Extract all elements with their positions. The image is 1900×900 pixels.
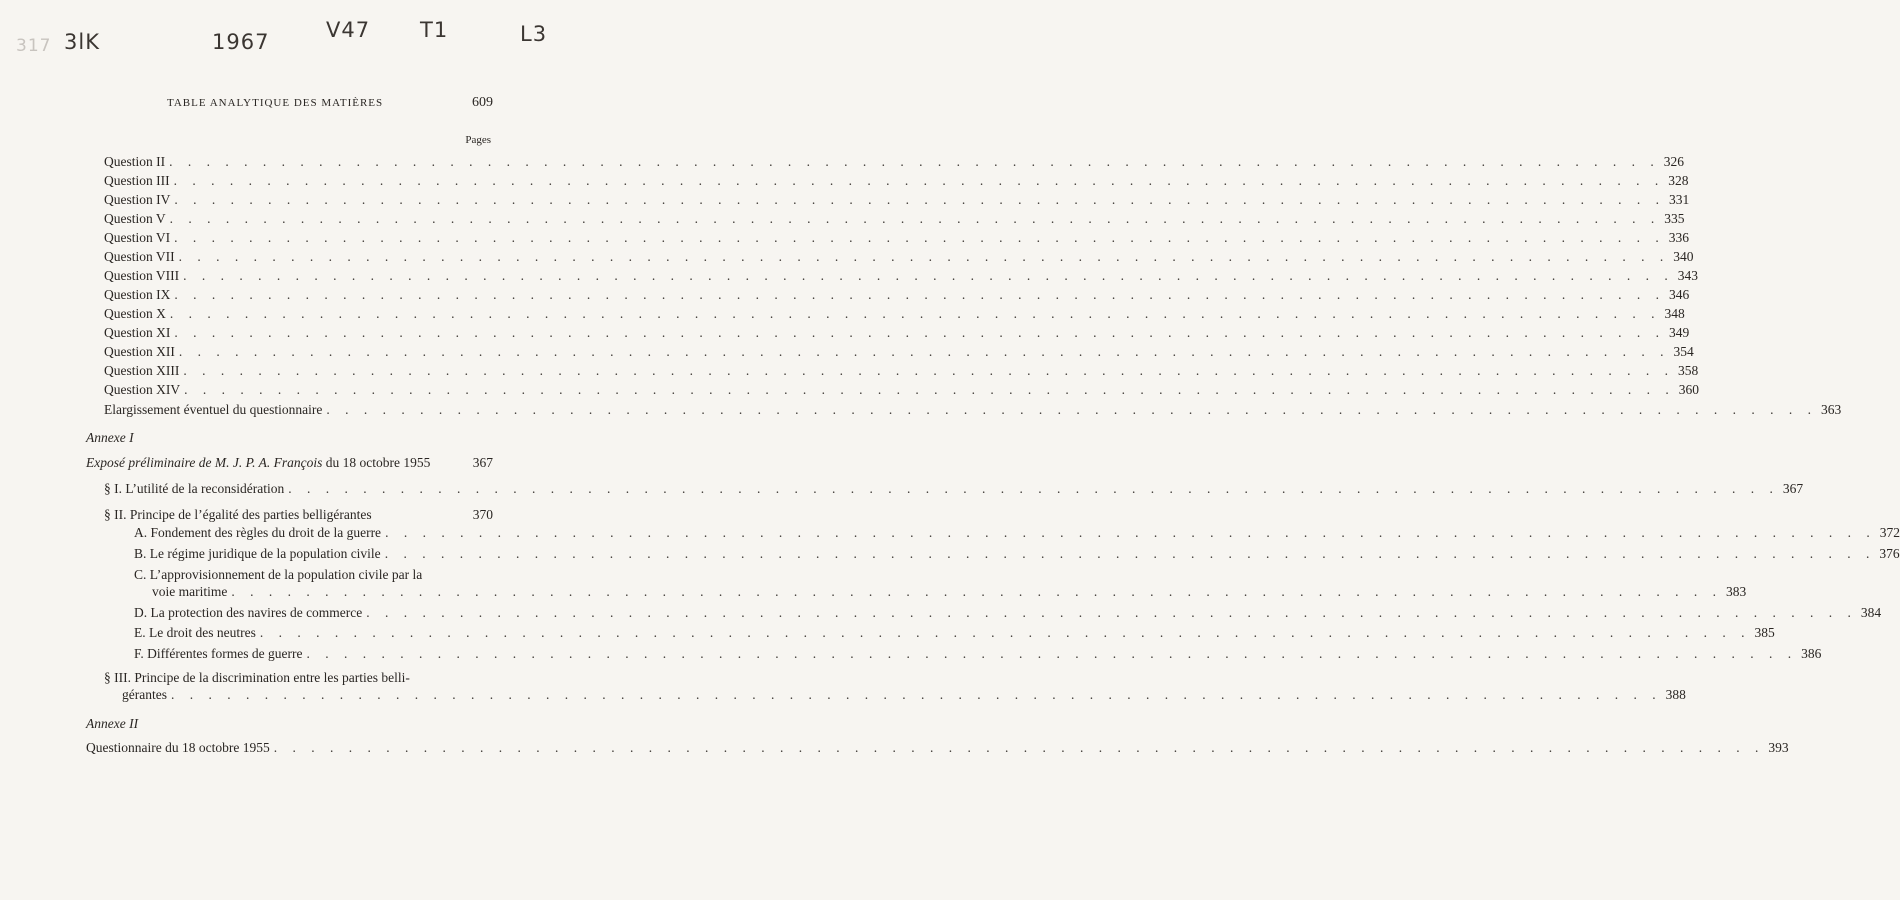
entry-page: 328 — [1668, 173, 1689, 188]
entry-page: 385 — [1754, 625, 1775, 640]
toc-entry-section-1[interactable] — [104, 480, 1804, 497]
dot-leader: . . . . . . . . . . . . . . . . . . . . . . . . . . . . . . . . . . . . . . . . . . . . . . . . . . . . . . . . . . . . . . . . . . . . . . . . . . . . . . . . — [259, 625, 1751, 640]
entry-page: 384 — [1860, 605, 1882, 620]
entry-page: 386 — [1801, 646, 1822, 661]
toc-entry-question[interactable] — [104, 401, 1842, 418]
toc-entry-question[interactable] — [104, 153, 1684, 170]
dot-leader: . . . . . . . . . . . . . . . . . . . . . . . . . . . . . . . . . . . . . . . . . . . . . . . . . . . . . . . . . . . . . . . . . . . . . . . . . . . . . . . . — [184, 382, 1675, 397]
dot-leader: . . . . . . . . . . . . . . . . . . . . . . . . . . . . . . . . . . . . . . . . . . . . . . . . . . . . . . . . . . . . . . . . . . . . . . . . . . . . . . . . — [174, 192, 1665, 207]
dot-leader: . . . . . . . . . . . . . . . . . . . . . . . . . . . . . . . . . . . . . . . . . . . . . . . . . . . . . . . . . . . . . . . . . . . . . . . . . . . . . . . . — [170, 687, 1662, 702]
entry-page: 343 — [1677, 268, 1698, 283]
entry-label: voie maritime — [152, 584, 228, 599]
dot-leader: . . . . . . . . . . . . . . . . . . . . . . . . . . . . . . . . . . . . . . . . . . . . . . . . . . . . . . . . . . . . . . . . . . . . . . . . . . . . . . . . — [326, 402, 1817, 417]
entry-page: 372 — [1879, 525, 1900, 540]
entry-page: 367 — [1782, 481, 1804, 496]
toc-entry-question[interactable] — [104, 381, 1699, 398]
entry-label: Question VII — [104, 249, 175, 264]
entry-label: E. Le droit des neutres — [134, 625, 256, 640]
dot-leader: . . . . . . . . . . . . . . . . . . . . . . . . . . . . . . . . . . . . . . . . . . . . . . . . . . . . . . . . . . . . . . . . . . . . . . . . . . . . . . . . — [169, 211, 1661, 226]
entry-page: 367 — [472, 455, 493, 470]
entry-page: 335 — [1664, 211, 1685, 226]
entry-label: Elargissement éventuel du questionnaire — [104, 402, 323, 417]
dot-leader: . . . . . . . . . . . . . . . . . . . . . . . . . . . . . . . . . . . . . . . . . . . . . . . . . . . . . . . . . . . . . . . . . . . . . . . . . . . . . . . . — [183, 363, 1674, 378]
page-number: 609 — [472, 95, 493, 110]
dot-leader: . . . . . . . . . . . . . . . . . . . . . . . . . . . . . . . . . . . . . . . . . . . . . . . . . . . . . . . . . . . . . . . . . . . . . . . . . . . . . . . . — [174, 325, 1665, 340]
entry-label: F. Différentes formes de guerre — [134, 646, 303, 661]
handwritten-mark-4: T1 — [420, 18, 449, 42]
entry-page: 346 — [1669, 287, 1690, 302]
entry-page: 326 — [1663, 154, 1684, 169]
dot-leader: . . . . . . . . . . . . . . . . . . . . . . . . . . . . . . . . . . . . . . . . . . . . . . . . . . . . . . . . . . . . . . . . . . . . . . . . . . . . . . . . — [174, 230, 1665, 245]
entry-label: Question VI — [104, 230, 171, 245]
dot-leader: . . . . . . . . . . . . . . . . . . . . . . . . . . . . . . . . . . . . . . . . . . . . . . . . . . . . . . . . . . . . . . . . . . . . . . . . . . . . . . . . — [173, 173, 1665, 188]
entry-page: 358 — [1677, 363, 1699, 378]
dot-leader: . . . . . . . . . . . . . . . . . . . . . . . . . . . . . . . . . . . . . . . . . . . . . . . . . . . . . . . . . . . . . . . . . . . . . . . . . . . . . . . . — [306, 646, 1798, 661]
toc-entry-subsection-line1: C. L’approvisionnement de la population civile par la — [134, 567, 423, 582]
handwritten-mark-1: 3lK — [64, 30, 100, 54]
entry-label: Questionnaire du 18 octobre 1955 — [86, 740, 270, 755]
toc-entry-subsection[interactable] — [134, 604, 1882, 621]
entry-page: 340 — [1673, 249, 1694, 264]
entry-label: Question XIII — [104, 363, 180, 378]
entry-page: 383 — [1725, 584, 1747, 599]
entry-label: § II. Principe de l’égalité des parties belligérantes — [104, 507, 372, 522]
entry-label: Question IX — [104, 287, 171, 302]
entry-label: D. La protection des navires de commerce — [134, 605, 363, 620]
dot-leader: . . . . . . . . . . . . . . . . . . . . . . . . . . . . . . . . . . . . . . . . . . . . . . . . . . . . . . . . . . . . . . . . . . . . . . . . . . . . . . . . — [169, 306, 1661, 321]
handwritten-mark-3: V47 — [326, 18, 371, 42]
entry-page: 360 — [1678, 382, 1699, 397]
toc-entry-subsection[interactable] — [134, 545, 1900, 562]
toc-entry-subsection[interactable] — [134, 624, 1775, 641]
toc-entry-section-2[interactable] — [104, 506, 493, 523]
toc-entry-question[interactable] — [104, 305, 1685, 322]
page-header — [167, 95, 493, 111]
toc-entry-question[interactable] — [104, 210, 1685, 227]
dot-leader: . . . . . . . . . . . . . . . . . . . . . . . . . . . . . . . . . . . . . . . . . . . . . . . . . . . . . . . . . . . . . . . . . . . . . . . . . . . . . . . . — [273, 740, 1765, 755]
dot-leader: . . . . . . . . . . . . . . . . . . . . . . . . . . . . . . . . . . . . . . . . . . . . . . . . . . . . . . . . . . . . . . . . . . . . . . . . . . . . . . . . — [169, 154, 1660, 169]
pages-column-label: Pages — [465, 134, 491, 146]
toc-entry-subsection[interactable] — [134, 524, 1900, 541]
handwritten-mark-2: 1967 — [212, 30, 270, 54]
toc-entry-question[interactable] — [104, 324, 1690, 341]
entry-page: 370 — [472, 507, 493, 522]
toc-entry-question[interactable] — [104, 286, 1690, 303]
annexe-1-title: Annexe I — [86, 430, 134, 445]
handwritten-mark-faint: 317 — [16, 36, 52, 56]
entry-label: Question V — [104, 211, 166, 226]
entry-label: Question II — [104, 154, 166, 169]
entry-label: Question XII — [104, 344, 175, 359]
toc-entry-questionnaire[interactable] — [86, 739, 1789, 756]
entry-label: Question III — [104, 173, 170, 188]
toc-entry-question[interactable] — [104, 267, 1698, 284]
entry-label: Question XIV — [104, 382, 181, 397]
toc-entry-subsection[interactable] — [152, 583, 1747, 600]
entry-page: 331 — [1669, 192, 1690, 207]
entry-label: A. Fondement des règles du droit de la guerre — [134, 525, 382, 540]
dot-leader: . . . . . . . . . . . . . . . . . . . . . . . . . . . . . . . . . . . . . . . . . . . . . . . . . . . . . . . . . . . . . . . . . . . . . . . . . . . . . . . . — [231, 584, 1722, 599]
entry-label: gérantes — [122, 687, 167, 702]
entry-label: § I. L’utilité de la reconsidération — [104, 481, 285, 496]
toc-entry-question[interactable] — [104, 362, 1699, 379]
dot-leader: . . . . . . . . . . . . . . . . . . . . . . . . . . . . . . . . . . . . . . . . . . . . . . . . . . . . . . . . . . . . . . . . . . . . . . . . . . . . . . . . — [366, 605, 1857, 620]
dot-leader: . . . . . . . . . . . . . . . . . . . . . . . . . . . . . . . . . . . . . . . . . . . . . . . . . . . . . . . . . . . . . . . . . . . . . . . . . . . . . . . . — [178, 249, 1670, 264]
dot-leader: . . . . . . . . . . . . . . . . . . . . . . . . . . . . . . . . . . . . . . . . . . . . . . . . . . . . . . . . . . . . . . . . . . . . . . . . . . . . . . . . — [183, 268, 1674, 283]
entry-page: 336 — [1668, 230, 1689, 245]
dot-leader: . . . . . . . . . . . . . . . . . . . . . . . . . . . . . . . . . . . . . . . . . . . . . . . . . . . . . . . . . . . . . . . . . . . . . . . . . . . . . . . . — [384, 546, 1876, 561]
toc-entry-subsection[interactable] — [134, 645, 1822, 662]
toc-entry-question[interactable] — [104, 191, 1690, 208]
entry-label: Question X — [104, 306, 166, 321]
entry-page: 363 — [1820, 402, 1842, 417]
dot-leader: . . . . . . . . . . . . . . . . . . . . . . . . . . . . . . . . . . . . . . . . . . . . . . . . . . . . . . . . . . . . . . . . . . . . . . . . . . . . . . . . — [385, 525, 1876, 540]
toc-entry-question[interactable] — [104, 248, 1694, 265]
entry-page: 393 — [1768, 740, 1789, 755]
entry-label: B. Le régime juridique de la population civile — [134, 546, 381, 561]
entry-label: Question IV — [104, 192, 171, 207]
entry-label: Question XI — [104, 325, 171, 340]
toc-entry-question[interactable] — [104, 229, 1689, 246]
toc-entry-question[interactable] — [104, 343, 1694, 360]
entry-label: Exposé préliminaire de M. J. P. A. François du 18 octobre 1955 — [86, 455, 431, 470]
entry-page: 349 — [1669, 325, 1690, 340]
running-title: TABLE ANALYTIQUE DES MATIÈRES — [167, 97, 384, 109]
dot-leader: . . . . . . . . . . . . . . . . . . . . . . . . . . . . . . . . . . . . . . . . . . . . . . . . . . . . . . . . . . . . . . . . . . . . . . . . . . . . . . . . — [174, 287, 1665, 302]
entry-page: 354 — [1673, 344, 1694, 359]
entry-page: 376 — [1879, 546, 1900, 561]
entry-page: 388 — [1665, 687, 1686, 702]
toc-entry-question[interactable] — [104, 172, 1689, 189]
entry-page: 348 — [1664, 306, 1685, 321]
dot-leader: . . . . . . . . . . . . . . . . . . . . . . . . . . . . . . . . . . . . . . . . . . . . . . . . . . . . . . . . . . . . . . . . . . . . . . . . . . . . . . . . — [178, 344, 1670, 359]
toc-entry-expose[interactable] — [86, 454, 493, 471]
toc-entry-section-3[interactable] — [122, 686, 1686, 703]
entry-label: Question VIII — [104, 268, 180, 283]
handwritten-mark-5: L3 — [520, 22, 548, 46]
dot-leader: . . . . . . . . . . . . . . . . . . . . . . . . . . . . . . . . . . . . . . . . . . . . . . . . . . . . . . . . . . . . . . . . . . . . . . . . . . . . . . . . — [288, 481, 1779, 496]
annexe-2-title: Annexe II — [86, 716, 139, 731]
toc-entry-section-3-line1: § III. Principe de la discrimination entre les parties belli- — [104, 670, 410, 685]
